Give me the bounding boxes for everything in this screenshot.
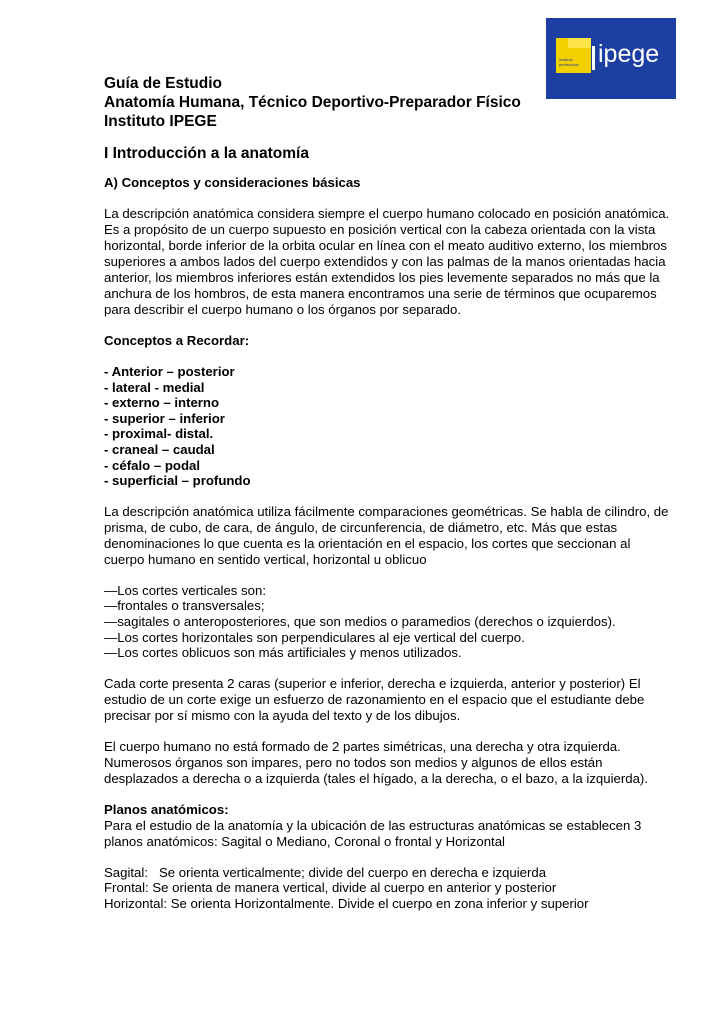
- list-item: - céfalo – podal: [104, 457, 200, 473]
- list-item: - craneal – caudal: [104, 441, 215, 457]
- header-line-1: Guía de Estudio: [104, 75, 222, 92]
- logo-divider: [592, 46, 595, 70]
- list-item: - lateral - medial: [104, 379, 205, 395]
- paragraph-asymmetry: El cuerpo humano no está formado de 2 partes simétricas, una derecha y otra izquierda. Numerosos órganos son impares, pero no todos son medios y algunos de ellos están desplazados a derecha o a izquierda (tales el hígado, a la derecha, o el bazo, a la izquierda).: [104, 738, 648, 786]
- header-line-3: Instituto IPEGE: [104, 113, 217, 130]
- list-item: Horizontal: Se orienta Horizontalmente. Divide el cuerpo en zona inferior y superior: [104, 895, 589, 911]
- list-item: —Los cortes oblicuos son más artificiales y menos utilizados.: [104, 645, 462, 661]
- concepts-heading: Conceptos a Recordar:: [104, 333, 250, 348]
- list-item: —sagitales o anteroposteriores, que son medios o paramedios (derechos o izquierdos).: [104, 613, 616, 629]
- concepts-list: [104, 364, 674, 489]
- section-title: I Introducción a la anatomía: [104, 145, 309, 162]
- list-item: —frontales o transversales;: [104, 598, 265, 614]
- planes-list: [104, 865, 674, 912]
- logo-tagline: [559, 58, 589, 67]
- list-item: - Anterior – posterior: [104, 364, 235, 379]
- logo-yellow-highlight: [568, 38, 591, 48]
- paragraph-anatomical-position: La descripción anatómica considera siempre el cuerpo humano colocado en posición anatómica. Es a propósito de un cuerpo supuesto en posición vertical con la cabeza orientada con la vista horizontal, borde inferior de la orbita ocular en línea con el meato auditivo externo, los miembros superiores a ambos lados del cuerpo extendidos y con las palmas de la manos orientadas hacia anterior, los miembros inferiores están extendidos los pies levemente separados no más que la anchura de los hombros, de esta manera encontramos una serie de términos que ocuparemos para describir el cuerpo humano o los órganos por separado.: [104, 206, 670, 317]
- paragraph-cut-faces: Cada corte presenta 2 caras (superior e inferior, derecha e izquierda, anterior y posterior) El estudio de un corte exige un esfuerzo de razonamiento en el espacio que el estudiante debe precisar por sí mismo con la ayuda del texto y de los dibujos.: [104, 675, 645, 723]
- list-item: - proximal- distal.: [104, 426, 214, 442]
- paragraph-geometric-comparisons: La descripción anatómica utiliza fácilmente comparaciones geométricas. Se habla de cilindro, de prisma, de cubo, de cara, de ángulo, de circunferencia, de diámetro, etc. Más que estas denominaciones lo que cuenta es la orientación en el espacio, los cortes que seccionan al cuerpo humano en sentido vertical, horizontal u oblicuo: [104, 503, 669, 567]
- planes-intro: Para el estudio de la anatomía y la ubicación de las estructuras anatómicas se establecen 3 planos anatómicos: Sagital o Mediano, Coronal o frontal y Horizontal: [104, 817, 642, 849]
- logo-tagline-line-1: instituto: [559, 57, 573, 62]
- planes-heading: Planos anatómicos:: [104, 801, 229, 817]
- list-item: —Los cortes horizontales son perpendiculares al eje vertical del cuerpo.: [104, 629, 525, 645]
- logo-tagline-line-2: profesional: [559, 61, 579, 67]
- logo-brand-text: ipege: [598, 40, 660, 68]
- document-body: [104, 74, 674, 912]
- document-header: [104, 74, 674, 131]
- list-item: - superior – inferior: [104, 410, 225, 426]
- list-item: - superficial – profundo: [104, 473, 251, 489]
- subsection-title: A) Conceptos y consideraciones básicas: [104, 175, 361, 190]
- list-item: —Los cortes verticales son:: [104, 582, 266, 598]
- header-line-2: Anatomía Humana, Técnico Deportivo-Preparador Físico: [104, 94, 521, 111]
- list-item: Frontal: Se orienta de manera vertical, divide al cuerpo en anterior y posterior: [104, 880, 557, 896]
- list-item: Sagital: Se orienta verticalmente; divide del cuerpo en derecha e izquierda: [104, 864, 547, 880]
- cuts-list: [104, 583, 674, 661]
- list-item: - externo – interno: [104, 395, 220, 411]
